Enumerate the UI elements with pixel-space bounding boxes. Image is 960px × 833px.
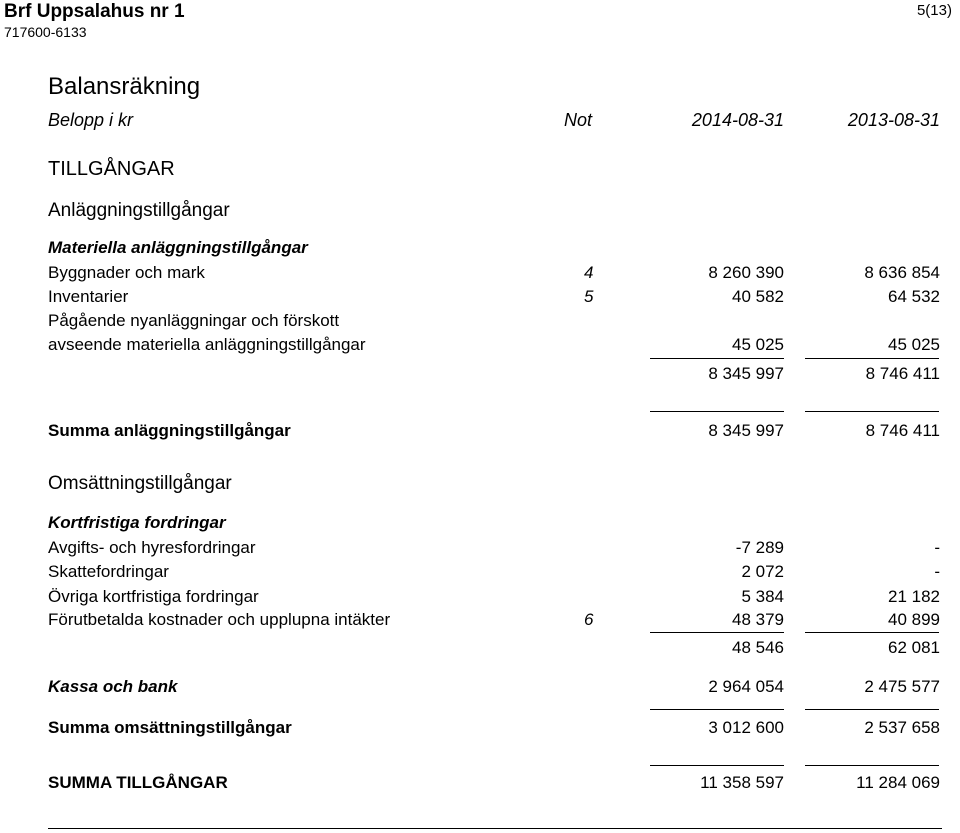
bottom-rule <box>48 828 942 829</box>
row-note: 4 <box>584 263 594 282</box>
page-number: 5(13) <box>916 2 952 19</box>
row-value-2014: -7 289 <box>735 538 784 557</box>
row-value-2014: 48 379 <box>732 610 784 629</box>
row-value-2013: 45 025 <box>888 335 940 354</box>
table-row <box>0 587 960 609</box>
row-value-2013: - <box>934 562 940 581</box>
subtotal-value-2013: 62 081 <box>888 638 940 657</box>
row-value-2014: 2 072 <box>741 562 784 581</box>
receivables-heading-row <box>0 513 960 535</box>
organization-name: Brf Uppsalahus nr 1 <box>4 1 185 22</box>
table-row <box>0 562 960 584</box>
subtotal-value-2013: 8 746 411 <box>865 364 940 383</box>
grand-total-value-2014: 11 358 597 <box>700 773 784 792</box>
receivables-heading: Kortfristiga fordringar <box>48 513 226 532</box>
total-rule <box>805 411 939 412</box>
total-rule <box>650 709 784 710</box>
column-header-year-2013: 2013-08-31 <box>847 110 940 130</box>
fixed-assets-heading: Anläggningstillgångar <box>48 200 230 221</box>
row-note: 5 <box>584 287 594 306</box>
page-title: Balansräkning <box>48 73 201 100</box>
row-label: avseende materiella anläggningstillgångar <box>48 335 366 354</box>
cash-value-2014: 2 964 054 <box>708 677 784 696</box>
grand-total-row <box>0 773 960 795</box>
subtotal-rule <box>805 358 939 359</box>
row-value-2013: 21 182 <box>888 587 940 606</box>
cash-label: Kassa och bank <box>48 677 178 696</box>
subtotal-rule <box>805 632 939 633</box>
tangible-assets-heading: Materiella anläggningstillgångar <box>48 238 308 257</box>
subtotal-value-2014: 8 345 997 <box>708 364 784 383</box>
total-value-2014: 8 345 997 <box>708 421 784 440</box>
grand-total-rule <box>805 765 939 766</box>
row-label: Byggnader och mark <box>48 263 205 282</box>
cash-value-2013: 2 475 577 <box>864 677 940 696</box>
subtotal-rule <box>650 632 784 633</box>
table-row <box>0 287 960 309</box>
subtotal-row <box>0 638 960 660</box>
total-value-2014: 3 012 600 <box>708 718 784 737</box>
row-value-2014: 45 025 <box>732 335 784 354</box>
row-value-2013: 64 532 <box>888 287 940 306</box>
column-header-note: Not <box>564 110 593 130</box>
assets-heading-row <box>0 158 960 180</box>
organization-number: 717600-6133 <box>4 24 87 40</box>
row-label: Förutbetalda kostnader och upplupna intäkter <box>48 610 391 629</box>
table-row <box>0 538 960 560</box>
tangible-assets-heading-row <box>0 238 960 260</box>
column-header-amount: Belopp i kr <box>48 110 134 130</box>
total-value-2013: 2 537 658 <box>864 718 940 737</box>
grand-total-rule <box>650 765 784 766</box>
fixed-assets-heading-row <box>0 200 960 222</box>
row-label: Avgifts- och hyresfordringar <box>48 538 256 557</box>
total-rule <box>805 709 939 710</box>
current-assets-heading: Omsättningstillgångar <box>48 473 232 494</box>
row-label: Övriga kortfristiga fordringar <box>48 587 259 606</box>
total-row <box>0 421 960 443</box>
total-value-2013: 8 746 411 <box>865 421 940 440</box>
total-label: Summa anläggningstillgångar <box>48 421 291 440</box>
subtotal-rule <box>650 358 784 359</box>
table-row <box>0 335 960 357</box>
row-value-2014: 40 582 <box>732 287 784 306</box>
row-value-2013: 40 899 <box>888 610 940 629</box>
row-label: Inventarier <box>48 287 129 306</box>
current-assets-heading-row <box>0 473 960 495</box>
cash-row <box>0 677 960 699</box>
total-rule <box>650 411 784 412</box>
row-note: 6 <box>584 610 594 629</box>
row-value-2013: 8 636 854 <box>864 263 940 282</box>
row-label: Skattefordringar <box>48 562 169 581</box>
grand-total-value-2013: 11 284 069 <box>856 773 940 792</box>
table-row <box>0 311 960 333</box>
column-header-year-2014: 2014-08-31 <box>691 110 784 130</box>
row-label: Pågående nyanläggningar och förskott <box>48 311 340 330</box>
assets-heading: TILLGÅNGAR <box>48 158 175 180</box>
table-row <box>0 263 960 285</box>
subtotal-value-2014: 48 546 <box>732 638 784 657</box>
row-value-2013: - <box>934 538 940 557</box>
subtotal-row <box>0 364 960 386</box>
total-row <box>0 718 960 740</box>
total-label: Summa omsättningstillgångar <box>48 718 292 737</box>
row-value-2014: 5 384 <box>741 587 784 606</box>
grand-total-label: SUMMA TILLGÅNGAR <box>48 773 228 792</box>
row-value-2014: 8 260 390 <box>708 263 784 282</box>
table-row <box>0 610 960 632</box>
